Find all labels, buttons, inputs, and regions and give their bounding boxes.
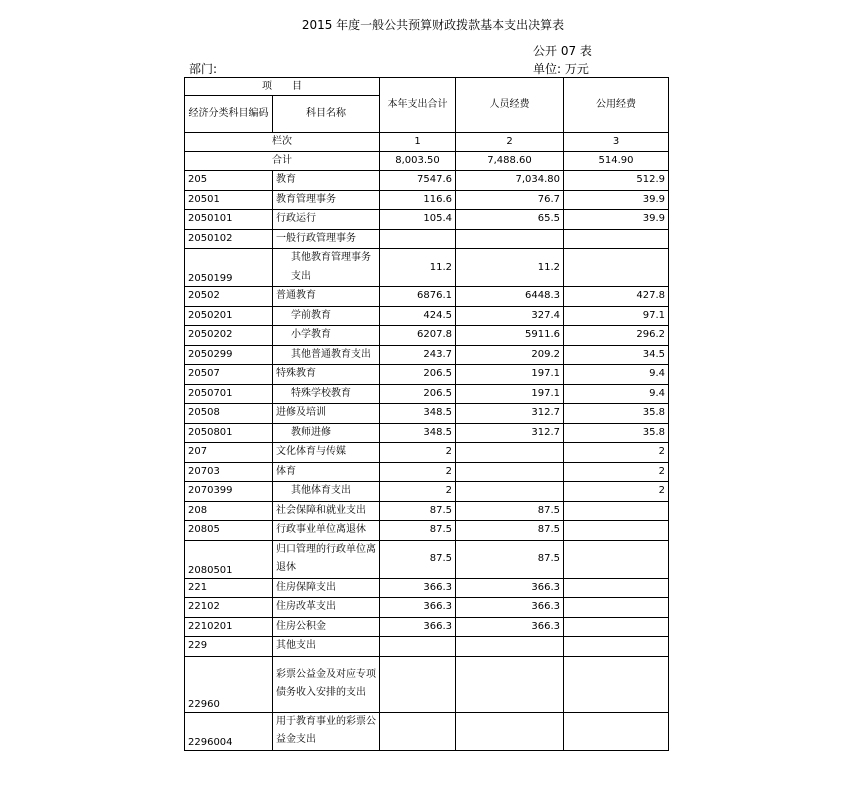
table-body (185, 171, 669, 751)
unit-label: 单位: 万元 (533, 62, 589, 76)
grand-total-total: 8,003.50 (380, 152, 456, 171)
personnel-expense (456, 443, 564, 463)
table-row (185, 598, 669, 618)
subject-code: 20805 (185, 521, 273, 541)
subject-code: 20501 (185, 190, 273, 210)
subject-name: 社会保障和就业支出 (273, 501, 380, 521)
subject-code: 2050102 (185, 229, 273, 249)
personnel-expense: 327.4 (456, 306, 564, 326)
subject-name: 行政事业单位离退休 (273, 521, 380, 541)
total-expenditure: 2 (380, 482, 456, 502)
table-row (185, 712, 669, 750)
total-expenditure: 87.5 (380, 521, 456, 541)
public-expense: 427.8 (564, 287, 669, 307)
department-label: 部门: (189, 62, 218, 76)
subject-name: 彩票公益金及对应专项债务收入安排的支出 (273, 656, 380, 712)
table-row (185, 617, 669, 637)
total-expenditure: 2 (380, 462, 456, 482)
subject-name: 其他普通教育支出 (273, 345, 380, 365)
table-row (185, 287, 669, 307)
subject-code: 2050199 (185, 249, 273, 287)
subject-code: 20508 (185, 404, 273, 424)
total-expenditure (380, 637, 456, 657)
subject-code: 229 (185, 637, 273, 657)
personnel-expense: 11.2 (456, 249, 564, 287)
public-expense: 2 (564, 462, 669, 482)
total-expenditure (380, 656, 456, 712)
table-row (185, 365, 669, 385)
public-expense (564, 656, 669, 712)
subject-code: 2050299 (185, 345, 273, 365)
total-expenditure: 243.7 (380, 345, 456, 365)
personnel-expense: 6448.3 (456, 287, 564, 307)
grand-total-personnel: 7,488.60 (456, 152, 564, 171)
public-expense: 35.8 (564, 423, 669, 443)
personnel-expense: 197.1 (456, 384, 564, 404)
subject-name: 文化体育与传媒 (273, 443, 380, 463)
total-expenditure: 366.3 (380, 598, 456, 618)
personnel-expense: 87.5 (456, 501, 564, 521)
personnel-expense: 7,034.80 (456, 171, 564, 191)
subject-code: 20703 (185, 462, 273, 482)
total-expenditure: 348.5 (380, 423, 456, 443)
subject-name: 用于教育事业的彩票公益金支出 (273, 712, 380, 750)
column-label: 栏次 (185, 133, 380, 152)
public-expense (564, 617, 669, 637)
expenditure-table (184, 77, 669, 751)
table-row (185, 540, 669, 578)
personnel-expense (456, 462, 564, 482)
personnel-expense (456, 656, 564, 712)
subject-code: 20507 (185, 365, 273, 385)
subject-name: 其他支出 (273, 637, 380, 657)
public-expense: 9.4 (564, 365, 669, 385)
personnel-expense: 366.3 (456, 578, 564, 598)
personnel-expense (456, 637, 564, 657)
subject-code: 207 (185, 443, 273, 463)
header-personnel: 人员经费 (456, 78, 564, 133)
subject-name: 其他教育管理事务支出 (273, 249, 380, 287)
total-expenditure: 6876.1 (380, 287, 456, 307)
subject-name: 普通教育 (273, 287, 380, 307)
report-title: 2015 年度一般公共预算财政拨款基本支出决算表 (301, 18, 565, 32)
table-row (185, 306, 669, 326)
table-row (185, 171, 669, 191)
subject-code: 221 (185, 578, 273, 598)
table-row (185, 578, 669, 598)
subject-code: 2050202 (185, 326, 273, 346)
subject-name: 教师进修 (273, 423, 380, 443)
personnel-expense: 366.3 (456, 598, 564, 618)
total-expenditure: 366.3 (380, 578, 456, 598)
subject-code: 2050801 (185, 423, 273, 443)
table-row (185, 423, 669, 443)
total-expenditure: 11.2 (380, 249, 456, 287)
subject-code: 2296004 (185, 712, 273, 750)
table-row (185, 229, 669, 249)
total-expenditure: 206.5 (380, 384, 456, 404)
personnel-expense: 5911.6 (456, 326, 564, 346)
total-expenditure (380, 712, 456, 750)
subject-code: 205 (185, 171, 273, 191)
personnel-expense: 76.7 (456, 190, 564, 210)
table-row (185, 637, 669, 657)
public-expense: 97.1 (564, 306, 669, 326)
public-expense (564, 578, 669, 598)
subject-code: 2050701 (185, 384, 273, 404)
subject-name: 住房改革支出 (273, 598, 380, 618)
subject-code: 2070399 (185, 482, 273, 502)
subject-code: 22102 (185, 598, 273, 618)
subject-name: 学前教育 (273, 306, 380, 326)
public-expense (564, 521, 669, 541)
public-expense (564, 637, 669, 657)
public-expense: 2 (564, 482, 669, 502)
total-expenditure (380, 229, 456, 249)
form-number: 公开 07 表 (533, 44, 592, 58)
total-expenditure: 6207.8 (380, 326, 456, 346)
subject-name: 进修及培训 (273, 404, 380, 424)
header-row-1 (185, 78, 669, 96)
grand-total-public: 514.90 (564, 152, 669, 171)
total-expenditure: 87.5 (380, 540, 456, 578)
personnel-expense: 209.2 (456, 345, 564, 365)
header-item: 项 目 (185, 78, 380, 96)
personnel-expense: 366.3 (456, 617, 564, 637)
subject-name: 教育管理事务 (273, 190, 380, 210)
public-expense: 35.8 (564, 404, 669, 424)
public-expense: 296.2 (564, 326, 669, 346)
public-expense: 512.9 (564, 171, 669, 191)
total-expenditure: 366.3 (380, 617, 456, 637)
grand-total-row (185, 152, 669, 171)
public-expense: 39.9 (564, 210, 669, 230)
public-expense: 2 (564, 443, 669, 463)
table-row (185, 462, 669, 482)
public-expense: 9.4 (564, 384, 669, 404)
subject-name: 小学教育 (273, 326, 380, 346)
subject-name: 住房公积金 (273, 617, 380, 637)
public-expense (564, 501, 669, 521)
subject-name: 特殊教育 (273, 365, 380, 385)
total-expenditure: 424.5 (380, 306, 456, 326)
table-row (185, 210, 669, 230)
public-expense (564, 229, 669, 249)
header-code: 经济分类科目编码 (185, 96, 273, 133)
table-row (185, 345, 669, 365)
subject-name: 住房保障支出 (273, 578, 380, 598)
total-expenditure: 7547.6 (380, 171, 456, 191)
subject-name: 其他体育支出 (273, 482, 380, 502)
personnel-expense: 312.7 (456, 404, 564, 424)
subject-name: 归口管理的行政单位离退休 (273, 540, 380, 578)
header-name: 科目名称 (273, 96, 380, 133)
table-row (185, 482, 669, 502)
subject-name: 教育 (273, 171, 380, 191)
subject-code: 22960 (185, 656, 273, 712)
subject-code: 208 (185, 501, 273, 521)
table-row (185, 443, 669, 463)
subject-code: 2210201 (185, 617, 273, 637)
table-row (185, 521, 669, 541)
table-row (185, 249, 669, 287)
header-public: 公用经费 (564, 78, 669, 133)
public-expense: 34.5 (564, 345, 669, 365)
table-row (185, 190, 669, 210)
subject-name: 一般行政管理事务 (273, 229, 380, 249)
table-row (185, 384, 669, 404)
public-expense (564, 249, 669, 287)
total-expenditure: 105.4 (380, 210, 456, 230)
total-expenditure: 116.6 (380, 190, 456, 210)
subject-name: 行政运行 (273, 210, 380, 230)
table-row (185, 404, 669, 424)
column-number-1: 1 (380, 133, 456, 152)
personnel-expense: 65.5 (456, 210, 564, 230)
table-row (185, 326, 669, 346)
subject-name: 特殊学校教育 (273, 384, 380, 404)
subject-name: 体育 (273, 462, 380, 482)
header-total: 本年支出合计 (380, 78, 456, 133)
column-number-3: 3 (564, 133, 669, 152)
column-number-2: 2 (456, 133, 564, 152)
public-expense: 39.9 (564, 190, 669, 210)
personnel-expense: 87.5 (456, 540, 564, 578)
personnel-expense: 87.5 (456, 521, 564, 541)
grand-total-label: 合计 (185, 152, 380, 171)
personnel-expense: 312.7 (456, 423, 564, 443)
subject-code: 2080501 (185, 540, 273, 578)
personnel-expense (456, 482, 564, 502)
personnel-expense (456, 229, 564, 249)
subject-code: 2050201 (185, 306, 273, 326)
public-expense (564, 540, 669, 578)
total-expenditure: 2 (380, 443, 456, 463)
table-row (185, 656, 669, 712)
subject-code: 2050101 (185, 210, 273, 230)
table-row (185, 501, 669, 521)
total-expenditure: 87.5 (380, 501, 456, 521)
subject-code: 20502 (185, 287, 273, 307)
public-expense (564, 712, 669, 750)
personnel-expense: 197.1 (456, 365, 564, 385)
total-expenditure: 206.5 (380, 365, 456, 385)
public-expense (564, 598, 669, 618)
total-expenditure: 348.5 (380, 404, 456, 424)
column-number-row (185, 133, 669, 152)
personnel-expense (456, 712, 564, 750)
